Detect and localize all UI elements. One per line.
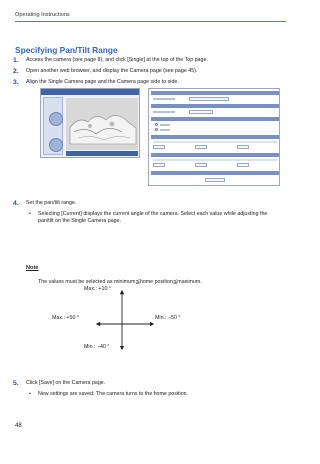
step-text: Align the Single Camera page and the Camera page side to side. bbox=[26, 79, 179, 85]
page-number: 48 bbox=[15, 423, 22, 429]
bullet-text: New settings are saved. The camera turns to the home position. bbox=[38, 391, 189, 397]
field-label bbox=[153, 111, 175, 113]
step-1 bbox=[13, 56, 281, 64]
field-label bbox=[153, 141, 277, 143]
step-4 bbox=[13, 199, 281, 207]
step-text: Open another web browser, and display the Camera page (see page 45). bbox=[26, 68, 198, 74]
bullet-icon: • bbox=[29, 211, 31, 217]
camera-name-field bbox=[189, 97, 229, 101]
step-5-bullet bbox=[29, 391, 278, 398]
single-camera-page-screenshot bbox=[40, 88, 140, 158]
pan-max-label: Max.: +50 ° bbox=[52, 315, 79, 321]
pan-tilt-arrows bbox=[60, 288, 230, 366]
screenshot-banner bbox=[41, 89, 139, 95]
save-field bbox=[205, 178, 225, 182]
bullet-icon: • bbox=[29, 391, 31, 397]
camera-settings-page-screenshot bbox=[148, 88, 280, 186]
step-4-bullet bbox=[29, 211, 278, 226]
radio-icon bbox=[155, 128, 158, 131]
step-number: 2. bbox=[13, 67, 19, 75]
settings-band bbox=[151, 135, 279, 139]
step-number: 5. bbox=[13, 379, 19, 387]
step-5 bbox=[13, 379, 281, 387]
field-label bbox=[160, 124, 170, 126]
section-title: Specifying Pan/Tilt Range bbox=[15, 45, 118, 55]
settings-band bbox=[151, 117, 279, 121]
step-text: Click [Save] on the Camera page. bbox=[26, 380, 106, 386]
tilt-range-field bbox=[237, 163, 249, 167]
note-text: The values must be selected as minimum≦home position≦maximum. bbox=[38, 279, 202, 285]
step-number: 1. bbox=[13, 56, 19, 64]
settings-band bbox=[151, 171, 279, 175]
camera-image bbox=[66, 98, 138, 150]
settings-band bbox=[151, 153, 279, 157]
pan-range-field bbox=[195, 145, 207, 149]
pan-min-label: Min.: −50 ° bbox=[155, 315, 181, 321]
field-label bbox=[160, 129, 170, 131]
step-2 bbox=[13, 67, 281, 75]
field-label bbox=[153, 98, 175, 100]
step-number: 4. bbox=[13, 199, 19, 207]
pan-range-field bbox=[153, 145, 165, 149]
step-number: 3. bbox=[13, 78, 19, 86]
step-text: Access the camera (see page 8), and click [Single] at the top of the Top page. bbox=[26, 57, 208, 63]
bullet-text: Selecting [Current] displays the current angle of the camera. Select each value while adjusting the pan/tilt on the Single Camera page. bbox=[38, 211, 268, 225]
pan-range-field bbox=[237, 145, 249, 149]
control-panel bbox=[43, 97, 63, 155]
zoom-pad-icon bbox=[49, 138, 63, 152]
pan-tilt-pad-icon bbox=[49, 112, 63, 126]
white-balance-field bbox=[189, 110, 213, 114]
tilt-max-label: Max.: +10 ° bbox=[84, 286, 111, 292]
step-text: Set the pan/tilt range. bbox=[26, 200, 77, 206]
settings-band bbox=[151, 91, 279, 95]
radio-icon bbox=[155, 123, 158, 126]
settings-band bbox=[151, 104, 279, 108]
header-rule bbox=[15, 21, 286, 22]
tilt-range-field bbox=[195, 163, 207, 167]
pan-tilt-range-diagram bbox=[52, 286, 230, 366]
field-label bbox=[153, 159, 277, 161]
running-header: Operating Instructions bbox=[15, 12, 70, 18]
screenshot-footer bbox=[66, 151, 138, 156]
note-heading: Note bbox=[26, 265, 39, 271]
step-3 bbox=[13, 78, 281, 86]
tilt-range-field bbox=[153, 163, 165, 167]
tilt-min-label: Min.: −40 ° bbox=[84, 344, 110, 350]
